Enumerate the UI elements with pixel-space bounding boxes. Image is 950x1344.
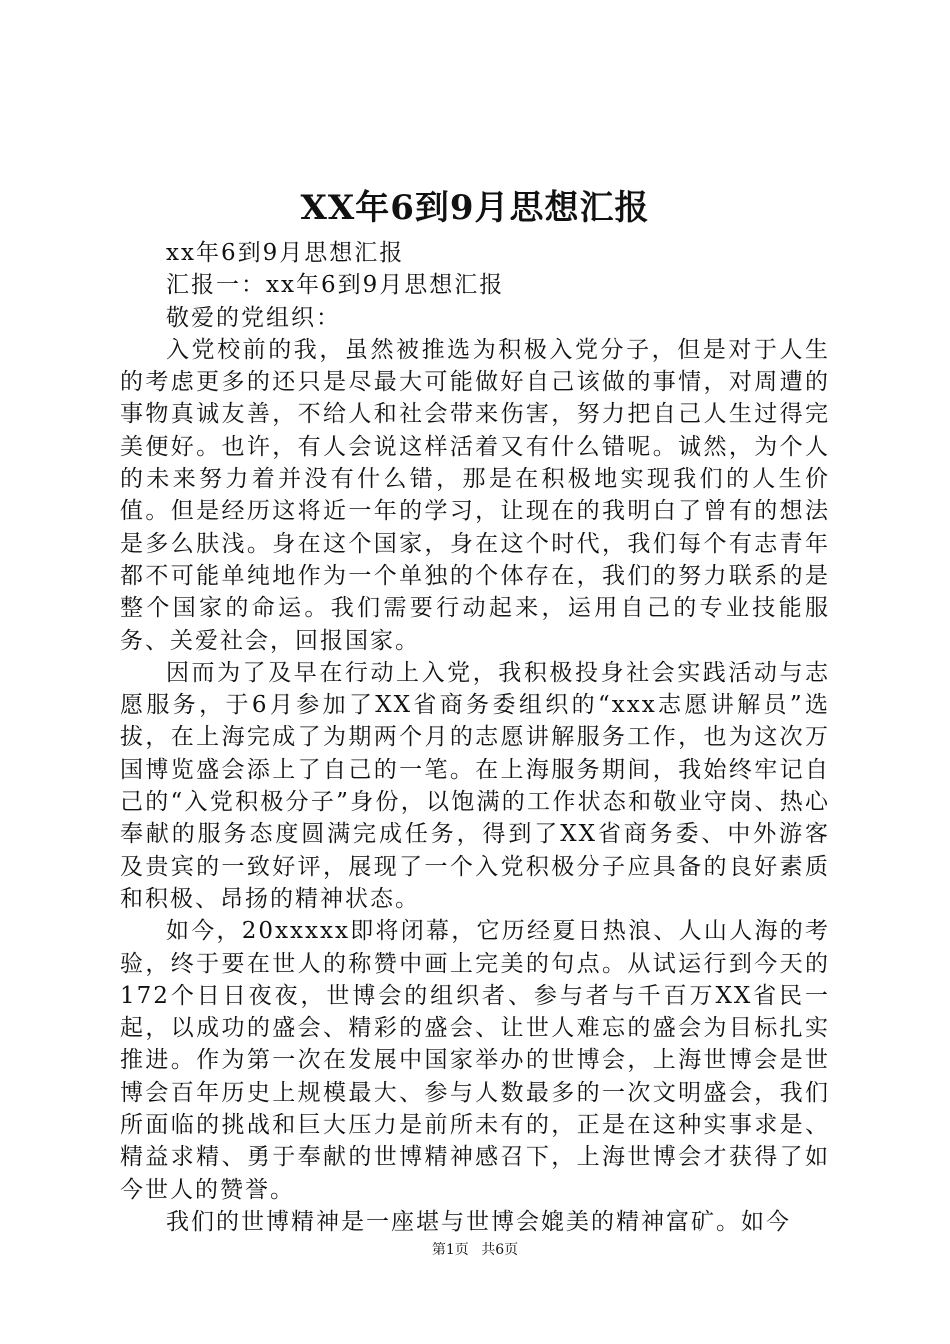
page-footer <box>0 1240 950 1260</box>
paragraph-report-heading: 汇报一：xx年6到9月思想汇报 <box>166 272 505 299</box>
paragraph-salutation: 敬爱的党组织： <box>166 304 341 331</box>
paragraph-body: 如今，20xxxxx即将闭幕，它历经夏日热浪、人山人海的考验，终于要在世人的称赞中画上完美的句点。从试运行到今天的172个日日夜夜，世博会的组织者、参与者与千百万XX省民一起，以成功的盛会、精彩的盛会、让世人难忘的盛会为目标扎实推进。作为第一次在发展中国家举办的世博会，上海世博会是世博会百年历史上规模最大、参与人数最多的一次文明盛会，我们所面临的挑战和巨大压力是前所未有的，正是在这种实事求是、精益求精、勇于奉献的世博精神感召下，上海世博会才获得了如今世人的赞誉。 <box>120 918 830 1203</box>
paragraph-body: 我们的世博精神是一座堪与世博会媲美的精神富矿。如今 <box>166 1208 791 1235</box>
paragraph-subtitle: xx年6到9月思想汇报 <box>166 240 405 266</box>
page-number: 第1页 <box>431 1242 469 1258</box>
document-body <box>120 237 830 1238</box>
paragraph-body: 因而为了及早在行动上入党，我积极投身社会实践活动与志愿服务，于6月参加了XX省商务委组织的“xxx志愿讲解员”选拔，在上海完成了为期两个月的志愿讲解服务工作，也为这次万国博览盛会添上了自己的一笔。在上海服务期间，我始终牢记自己的“入党积极分子”身份，以饱满的工作状态和敬业守岗、热心奉献的服务态度圆满完成任务，得到了XX省商务委、中外游客及贵宾的一致好评，展现了一个入党积极分子应具备的良好素质和积极、昂扬的精神状态。 <box>120 659 830 912</box>
paragraph-body: 入党校前的我，虽然被推选为积极入党分子，但是对于人生的考虑更多的还只是尽最大可能做好自己该做的事情，对周遭的事物真诚友善，不给人和社会带来伤害，努力把自己人生过得完美便好。也许，有人会说这样活着又有什么错呢。诚然，为个人的未来努力着并没有什么错，那是在积极地实现我们的人生价值。但是经历这将近一年的学习，让现在的我明白了曾有的想法是多么肤浅。身在这个国家，身在这个时代，我们每个有志青年都不可能单纯地作为一个单独的个体存在，我们的努力联系的是整个国家的命运。我们需要行动起来，运用自己的专业技能服务、关爱社会，回报国家。 <box>120 336 830 654</box>
page-title: XX年6到9月思想汇报 <box>300 188 650 228</box>
page-total: 共6页 <box>481 1242 519 1258</box>
